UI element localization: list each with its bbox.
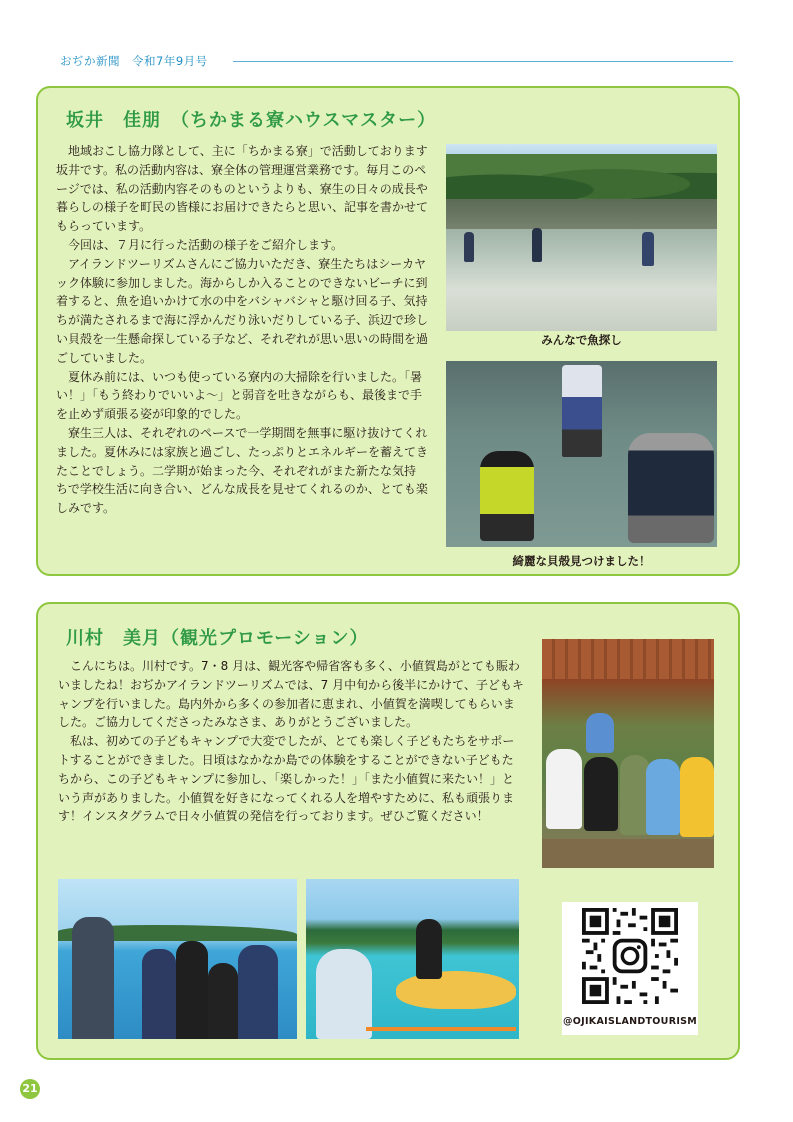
photo-shell-found [446, 361, 717, 547]
header-rule [233, 61, 733, 62]
photo-camp-staff-kids [58, 879, 297, 1039]
photo-caption: みんなで魚探し [541, 333, 622, 347]
instagram-qr-card [562, 902, 698, 1035]
publication-header: おぢか新聞 令和7年9月号 [60, 54, 208, 68]
section-title-kawamura: 川村 美月（観光プロモーション） [66, 628, 369, 649]
paragraph: 寮生三人は、それぞれのペースで一学期間を無事に駆け抜けてくれました。夏休みには家族と過ごし、たっぷりとエネルギーを蓄えてきたことでしょう。二学期が始まった今、それぞれがまた新たな気持ちで学校生活に向き合い、どんな成長を見せてくれるのか、とても楽しみです。 [56, 425, 429, 516]
paragraph: アイランドツーリズムさんにご協力いただき、寮生たちはシーカヤック体験に参加しました。海からしか入ることのできないビーチに到着すると、魚を追いかけて水の中をバシャバシャと駆け回る子、気持ちが満たされるまで海に浮かんだり泳いだりしている子、浜辺で珍しい貝殻を一生懸命探している子など、それぞれが思い思いの時間を過ごしていました。 [56, 256, 429, 365]
photo-fish-search [446, 144, 717, 331]
article-body-sakai [56, 142, 428, 518]
instagram-handle[interactable]: @OJIKAISLANDTOURISM [562, 1016, 698, 1027]
photo-camp-group [542, 639, 714, 868]
paragraph: 夏休み前には、いつも使っている寮内の大掃除を行いました。「暑い！」「もう終わりでいいよ～」と弱音を吐きながらも、最後まで手を止めず頑張る姿が印象的でした。 [56, 369, 423, 422]
paragraph: 私は、初めての子どもキャンプで大変でしたが、とても楽しく子どもたちをサポートすることができました。日頃はなかなか島での体験をすることができない子どもたちから、この子どもキャンプに参加し、「楽しかった！」「また小値賀に来たい！」という声がありました。小値賀を好きになってくれる人を増やすために、私も頑張ります！インスタグラムで日々小値賀の発信を行っております。ぜひご覧ください！ [58, 734, 515, 824]
section-title-sakai: 坂井 佳朋 （ちかまる寮ハウスマスター） [66, 110, 437, 131]
article-body-kawamura [58, 657, 524, 826]
paragraph: 地域おこし協力隊として、主に「ちかまる寮」で活動しております坂井です。私の活動内容は、寮全体の管理運営業務です。毎月このページでは、私の活動内容そのものというよりも、寮生の日々の成長や暮らしの様子を町民の皆様にお届けできたらと思い、記事を書かせてもらっています。 [56, 144, 429, 234]
photo-kayak [306, 879, 519, 1039]
page-number: 21 [20, 1079, 40, 1099]
paragraph: こんにちは。川村です。7・8 月は、観光客や帰省客も多く、小値賀島がとても賑わいましたね！おぢかアイランドツーリズムでは、7 月中旬から後半にかけて、子どもキャンプを行いました。島内外から多くの参加者に恵まれ、小値賀を満喫してもらいました。ご協力してくださったみなさま、ありがとうございました。 [58, 659, 524, 730]
qr-code-icon[interactable] [582, 908, 678, 1004]
paragraph: 今回は、７月に行った活動の様子をご紹介します。 [68, 237, 344, 252]
photo-caption: 綺麗な貝殻見つけました！ [512, 554, 651, 568]
